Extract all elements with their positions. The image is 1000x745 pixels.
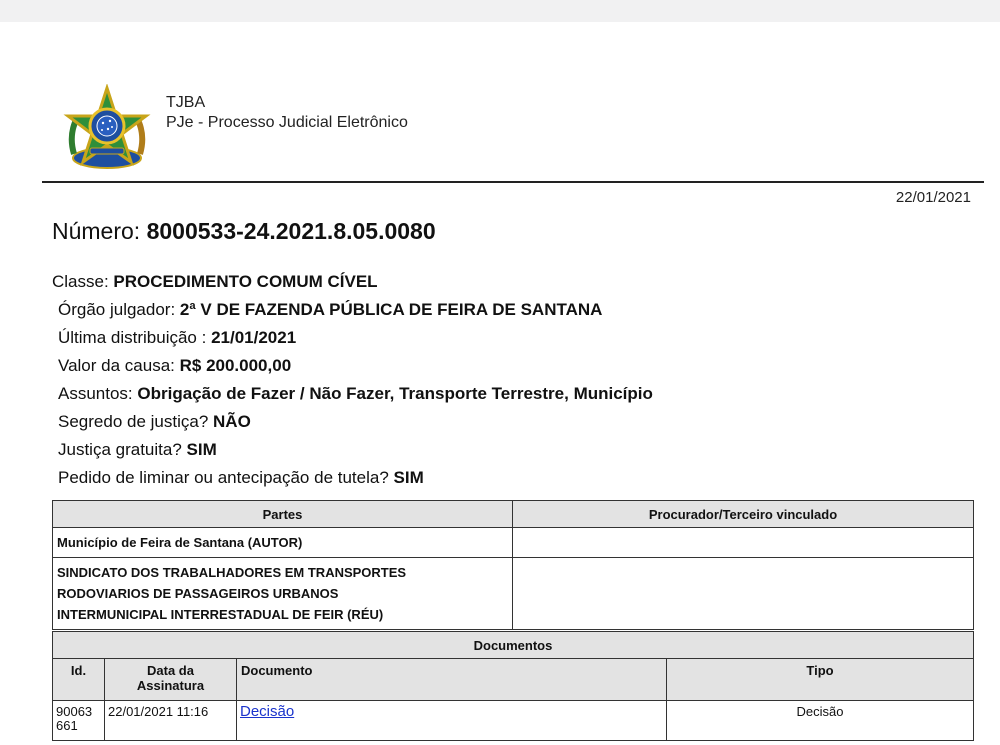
party-representative bbox=[513, 558, 974, 630]
system-name: PJe - Processo Judicial Eletrônico bbox=[166, 114, 408, 131]
doc-date: 22/01/2021 11:16 bbox=[105, 701, 237, 741]
court-header bbox=[166, 93, 408, 133]
field-assuntos: Assuntos: Obrigação de Fazer / Não Fazer, Transporte Terrestre, Município bbox=[58, 384, 653, 403]
col-type: Tipo bbox=[667, 659, 974, 701]
field-orgao-julgador: Órgão julgador: 2ª V DE FAZENDA PÚBLICA DE FEIRA DE SANTANA bbox=[58, 300, 603, 319]
field-classe: Classe: PROCEDIMENTO COMUM CÍVEL bbox=[52, 272, 378, 291]
representative-header: Procurador/Terceiro vinculado bbox=[513, 501, 974, 528]
col-id: Id. bbox=[53, 659, 105, 701]
brazil-coat-of-arms-icon bbox=[62, 84, 152, 178]
parties-table bbox=[52, 500, 974, 630]
party-name: Município de Feira de Santana (AUTOR) bbox=[53, 528, 513, 558]
process-number-value: 8000533-24.2021.8.05.0080 bbox=[146, 218, 436, 244]
doc-type: Decisão bbox=[667, 701, 974, 741]
documents-table bbox=[52, 631, 974, 741]
table-row bbox=[53, 558, 974, 630]
process-info bbox=[52, 268, 653, 492]
parties-header: Partes bbox=[53, 501, 513, 528]
doc-id: 90063 661 bbox=[53, 701, 105, 741]
field-pedido-liminar: Pedido de liminar ou antecipação de tutela? SIM bbox=[58, 468, 424, 487]
doc-name-cell bbox=[237, 701, 667, 741]
documents-title: Documentos bbox=[53, 632, 974, 659]
process-number-label: Número: bbox=[52, 218, 141, 244]
party-name: SINDICATO DOS TRABALHADORES EM TRANSPORTES RODOVIARIOS DE PASSAGEIROS URBANOS INTERMUNICIPAL INTERRESTADUAL DE FEIR (RÉU) bbox=[53, 558, 513, 630]
field-justica-gratuita: Justiça gratuita? SIM bbox=[58, 440, 217, 459]
table-row bbox=[53, 701, 974, 741]
col-date: Data da Assinatura bbox=[105, 659, 237, 701]
viewer-top-bar bbox=[0, 0, 1000, 22]
field-segredo-justica: Segredo de justiça? NÃO bbox=[58, 412, 251, 431]
document-link[interactable]: Decisão bbox=[240, 703, 295, 720]
court-abbreviation: TJBA bbox=[166, 94, 206, 111]
process-number bbox=[52, 218, 436, 245]
party-representative bbox=[513, 528, 974, 558]
header-divider bbox=[42, 181, 984, 183]
col-document: Documento bbox=[237, 659, 667, 701]
field-valor-causa: Valor da causa: R$ 200.000,00 bbox=[58, 356, 292, 375]
field-ultima-distribuicao: Última distribuição : 21/01/2021 bbox=[58, 328, 297, 347]
document-date: 22/01/2021 bbox=[895, 189, 971, 206]
table-row bbox=[53, 528, 974, 558]
